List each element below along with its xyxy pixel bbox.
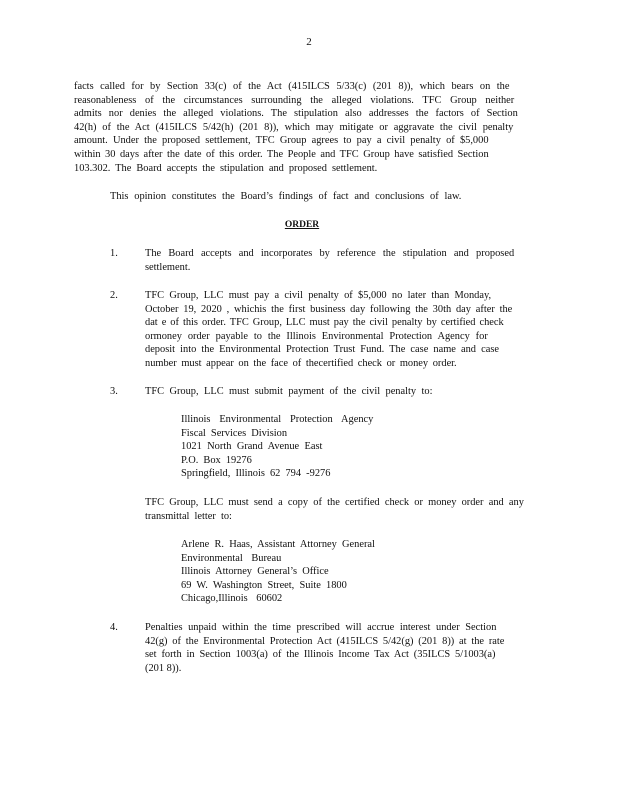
item-number: 3. <box>110 386 118 397</box>
text-line: 42(h) of the Act (415ILCS 5/42(h) (201 8)), which may mitigate or aggravate the civil penalty <box>74 121 514 133</box>
opinion-sentence: This opinion constitutes the Board’s findings of fact and conclusions of law. <box>110 191 462 202</box>
item-number: 1. <box>110 248 118 259</box>
agency-address <box>181 413 373 481</box>
text-line: The Board accepts and incorporates by reference the stipulation and proposed <box>145 248 515 259</box>
address-line: Arlene R. Haas, Assistant Attorney General <box>181 539 375 550</box>
address-line: Environmental Bureau <box>181 552 282 564</box>
text-line: TFC Group, LLC must submit payment of the civil penalty to: <box>145 386 433 397</box>
address-line: Chicago,Illinois 60602 <box>181 593 283 605</box>
text-line: 103.302. The Board accepts the stipulation and proposed settlement. <box>74 162 378 174</box>
text-line: TFC Group, LLC must pay a civil penalty of $5,000 no later than Monday, <box>145 290 492 301</box>
text-line: 42(g) of the Environmental Protection Act (415ILCS 5/42(g) (201 8)) at the rate <box>145 635 505 647</box>
attorney-address <box>181 538 375 606</box>
text-line: Penalties unpaid within the time prescribed will accrue interest under Section <box>145 622 497 633</box>
address-line: 1021 North Grand Avenue East <box>181 441 323 453</box>
text-line: facts called for by Section 33(c) of the Act (415ILCS 5/33(c) (201 8)), which bears on the <box>74 81 510 92</box>
text-line: deposit into the Environmental Protection Trust Fund. The case name and case <box>145 344 499 356</box>
address-line: Illinois Attorney General’s Office <box>181 566 329 578</box>
address-line: 69 W. Washington Street, Suite 1800 <box>181 579 347 591</box>
text-line: TFC Group, LLC must send a copy of the certified check or money order and any <box>145 497 524 508</box>
intro-paragraph <box>74 80 518 175</box>
order-item-2 <box>145 289 535 371</box>
address-line: P.O. Box 19276 <box>181 454 252 466</box>
text-line: (201 8)). <box>145 662 182 674</box>
order-item-4 <box>145 621 535 675</box>
text-line: transmittal letter to: <box>145 510 232 522</box>
text-line: number must appear on the face of thecertified check or money order. <box>145 357 457 369</box>
text-line: within 30 days after the date of this order. The People and TFC Group have satisfied Section <box>74 148 489 160</box>
item-number: 4. <box>110 622 118 633</box>
text-line: October 19, 2020 , whichis the first business day following the 30th day after the <box>145 303 513 315</box>
text-line: set forth in Section 1003(a) of the Illinois Income Tax Act (35ILCS 5/1003(a) <box>145 649 496 661</box>
address-line: Springfield, Illinois 62 794 -9276 <box>181 468 331 480</box>
text-line: amount. Under the proposed settlement, TFC Group agrees to pay a civil penalty of $5,000 <box>74 135 489 147</box>
order-heading <box>0 219 618 233</box>
order-item-3 <box>145 385 535 399</box>
address-line: Fiscal Services Division <box>181 427 288 439</box>
page-number: 2 <box>306 36 312 48</box>
text-line: reasonableness of the circumstances surrounding the alleged violations. TFC Group neither <box>74 94 515 106</box>
copy-instruction <box>145 496 535 523</box>
text-line: dat e of this order. TFC Group, LLC must pay the civil penalty by certified check <box>145 317 504 329</box>
text-line: settlement. <box>145 261 191 273</box>
address-line: Illinois Environmental Protection Agency <box>181 414 374 425</box>
item-number: 2. <box>110 290 118 301</box>
order-item-1 <box>145 247 535 274</box>
text-line: admits nor denies the alleged violations. The stipulation also addresses the factors of Section <box>74 108 518 120</box>
order-heading-text: ORDER <box>284 220 320 230</box>
text-line: ormoney order payable to the Illinois Environmental Protection Agency for <box>145 330 488 342</box>
